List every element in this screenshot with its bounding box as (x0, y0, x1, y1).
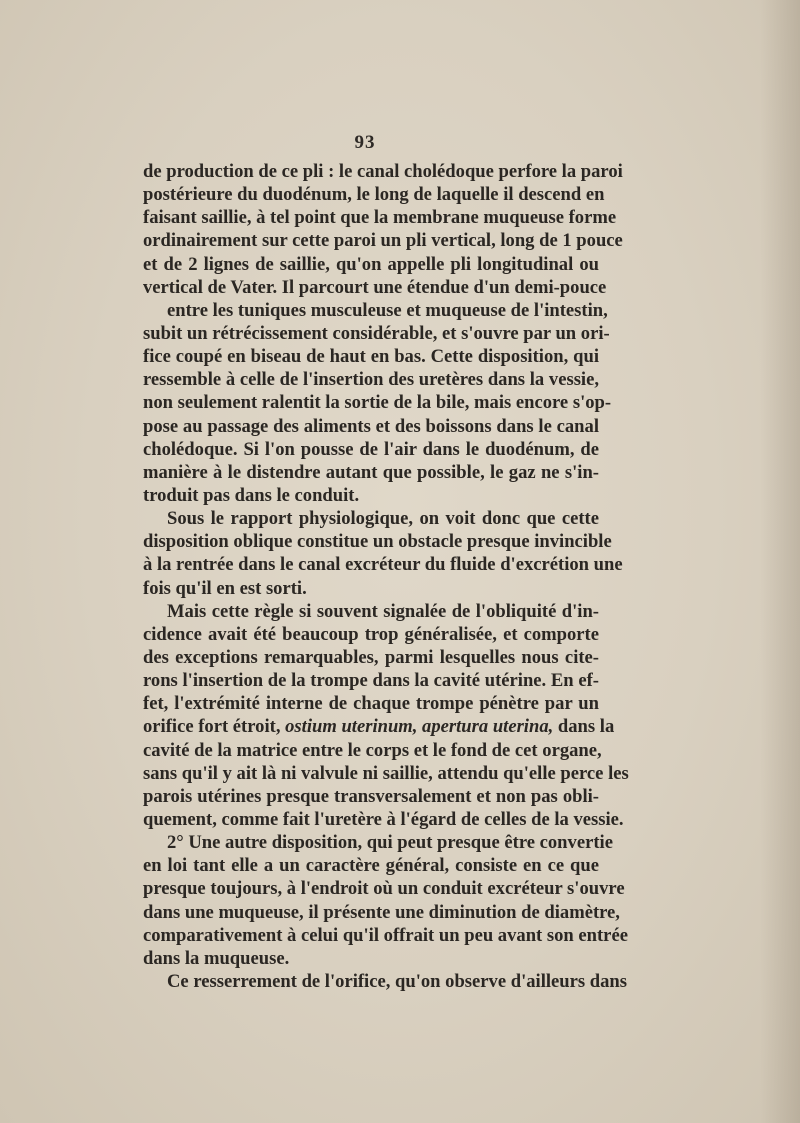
text-line: cavité de la matrice entre le corps et le fond de cet organe, (143, 739, 602, 761)
text-line: non seulement ralentit la sortie de la bile, mais encore s'op- (143, 392, 612, 414)
text-line: de production de ce pli : le canal cholédoque perfore la paroi (143, 161, 623, 182)
text-line: à la rentrée dans le canal excréteur du fluide d'excrétion une (143, 554, 623, 576)
text-line: parois utérines presque transversalement et non pas obli- (143, 785, 599, 807)
text-line: postérieure du duodénum, le long de laquelle il descend en (143, 184, 605, 206)
page-number: 93 (354, 132, 376, 153)
text-line: quement, comme fait l'uretère à l'égard de celles de la vessie. (143, 808, 624, 830)
latin-term: ostium uterinum, apertura uterina, (285, 716, 554, 738)
text-line: des exceptions remarquables, parmi lesquelles nous cite- (143, 646, 599, 668)
text-line: fois qu'il en est sorti. (143, 577, 307, 599)
text-line: fet, l'extrémité interne de chaque trompe pénètre par un (143, 693, 599, 715)
text-line: faisant saillie, à tel point que la membrane muqueuse forme (143, 207, 617, 229)
text-line: Sous le rapport physiologique, on voit donc que cette (167, 508, 599, 530)
text-line: et de 2 lignes de saillie, qu'on appelle pli longitudinal ou (143, 253, 599, 275)
text-line: ordinairement sur cette paroi un pli vertical, long de 1 pouce (143, 230, 623, 252)
text-span: dans la (553, 716, 615, 738)
text-line: fice coupé en biseau de haut en bas. Cette disposition, qui (143, 346, 599, 368)
text-line: manière à le distendre autant que possible, le gaz ne s'in- (143, 461, 599, 483)
text-line: rons l'insertion de la trompe dans la cavité utérine. En ef- (143, 670, 599, 692)
text-line: comparativement à celui qu'il offrait un peu avant son entrée (143, 924, 628, 946)
text-line: subit un rétrécissement considérable, et s'ouvre par un ori- (143, 322, 610, 344)
text-line: Ce resserrement de l'orifice, qu'on observe d'ailleurs dans (167, 970, 627, 992)
text-line: Mais cette règle si souvent signalée de l'obliquité d'in- (167, 600, 599, 622)
text-line: dans la muqueuse. (143, 947, 290, 969)
text-line: presque toujours, à l'endroit où un conduit excréteur s'ouvre (143, 878, 625, 900)
text-line: cholédoque. Si l'on pousse de l'air dans le duodénum, de (143, 438, 599, 460)
text-line: dans une muqueuse, il présente une diminution de diamètre, (143, 901, 620, 923)
text-line: troduit pas dans le conduit. (143, 484, 360, 506)
text-line: disposition oblique constitue un obstacle presque invincible (143, 531, 612, 553)
text-line-italic (143, 715, 615, 738)
page-edge-shadow (760, 0, 800, 1123)
text-line: entre les tuniques musculeuse et muqueuse de l'intestin, (167, 299, 608, 321)
text-line: cidence avait été beaucoup trop généralisée, et comporte (143, 623, 599, 645)
text-line: en loi tant elle a un caractère général, consiste en ce que (143, 855, 599, 877)
text-line: 2° Une autre disposition, qui peut presque être convertie (167, 832, 613, 854)
text-line: vertical de Vater. Il parcourt une étendue d'un demi-pouce (143, 276, 607, 298)
text-line: ressemble à celle de l'insertion des uretères dans la vessie, (143, 369, 599, 391)
text-line: sans qu'il y ait là ni valvule ni saillie, attendu qu'elle perce les (143, 762, 629, 784)
text-line: pose au passage des aliments et des boissons dans le canal (143, 415, 599, 437)
text-span: orifice fort étroit, (143, 716, 286, 738)
body-text (143, 160, 629, 993)
